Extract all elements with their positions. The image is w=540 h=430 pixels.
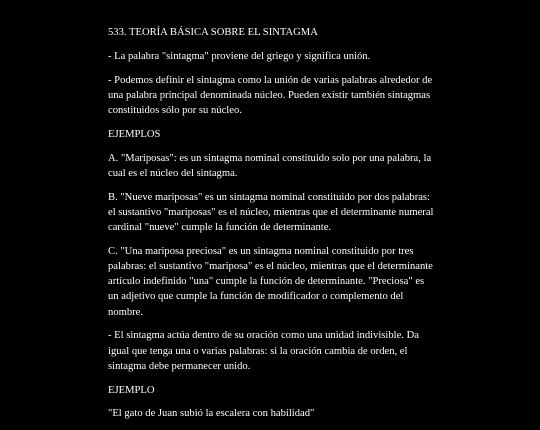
paragraph-definition: - Podemos definir el sintagma como la unión de varias palabras alrededor de una palabra principal denominada núcleo. Pueden existir también sintagmas constituidos sólo por su núcleo. (108, 74, 433, 116)
examples-heading: EJEMPLOS (108, 128, 161, 140)
example-b: B. "Nueve mariposas" es un sintagma nominal constituido por dos palabras: el sustantivo "mariposas" es el núcleo, mientras que el determinante numeral cardinal "nueve" cumple la función de determinante. (108, 191, 434, 233)
example-a: A. "Mariposas": es un sintagma nominal constituido solo por una palabra, la cual es el núcleo del sintagma. (108, 152, 432, 179)
document-title: 533. TEORÍA BÁSICA SOBRE EL SINTAGMA (108, 27, 318, 38)
example-sentence: "El gato de Juan subió la escalera con habilidad" (108, 408, 315, 420)
example-heading: EJEMPLO (108, 384, 155, 396)
paragraph-indivisible: - El sintagma actúa dentro de su oración como una unidad indivisible. Da igual que tenga una o varias palabras: si la oración cambia de orden, el sintagma debe permanecer unido. (108, 330, 419, 372)
paragraph-origin: - La palabra "sintagma" proviene del griego y significa unión. (108, 50, 371, 62)
document-body (108, 25, 436, 430)
example-c: C. "Una mariposa preciosa" es un sintagma nominal constituido por tres palabras: el sustantivo "mariposa" es el núcleo, mientras que el determinante artículo indefinido "una" cumple la función de determinante. "Preciosa" es un adjetivo que cumple la función de modificador o complemento del nombre. (108, 245, 433, 318)
